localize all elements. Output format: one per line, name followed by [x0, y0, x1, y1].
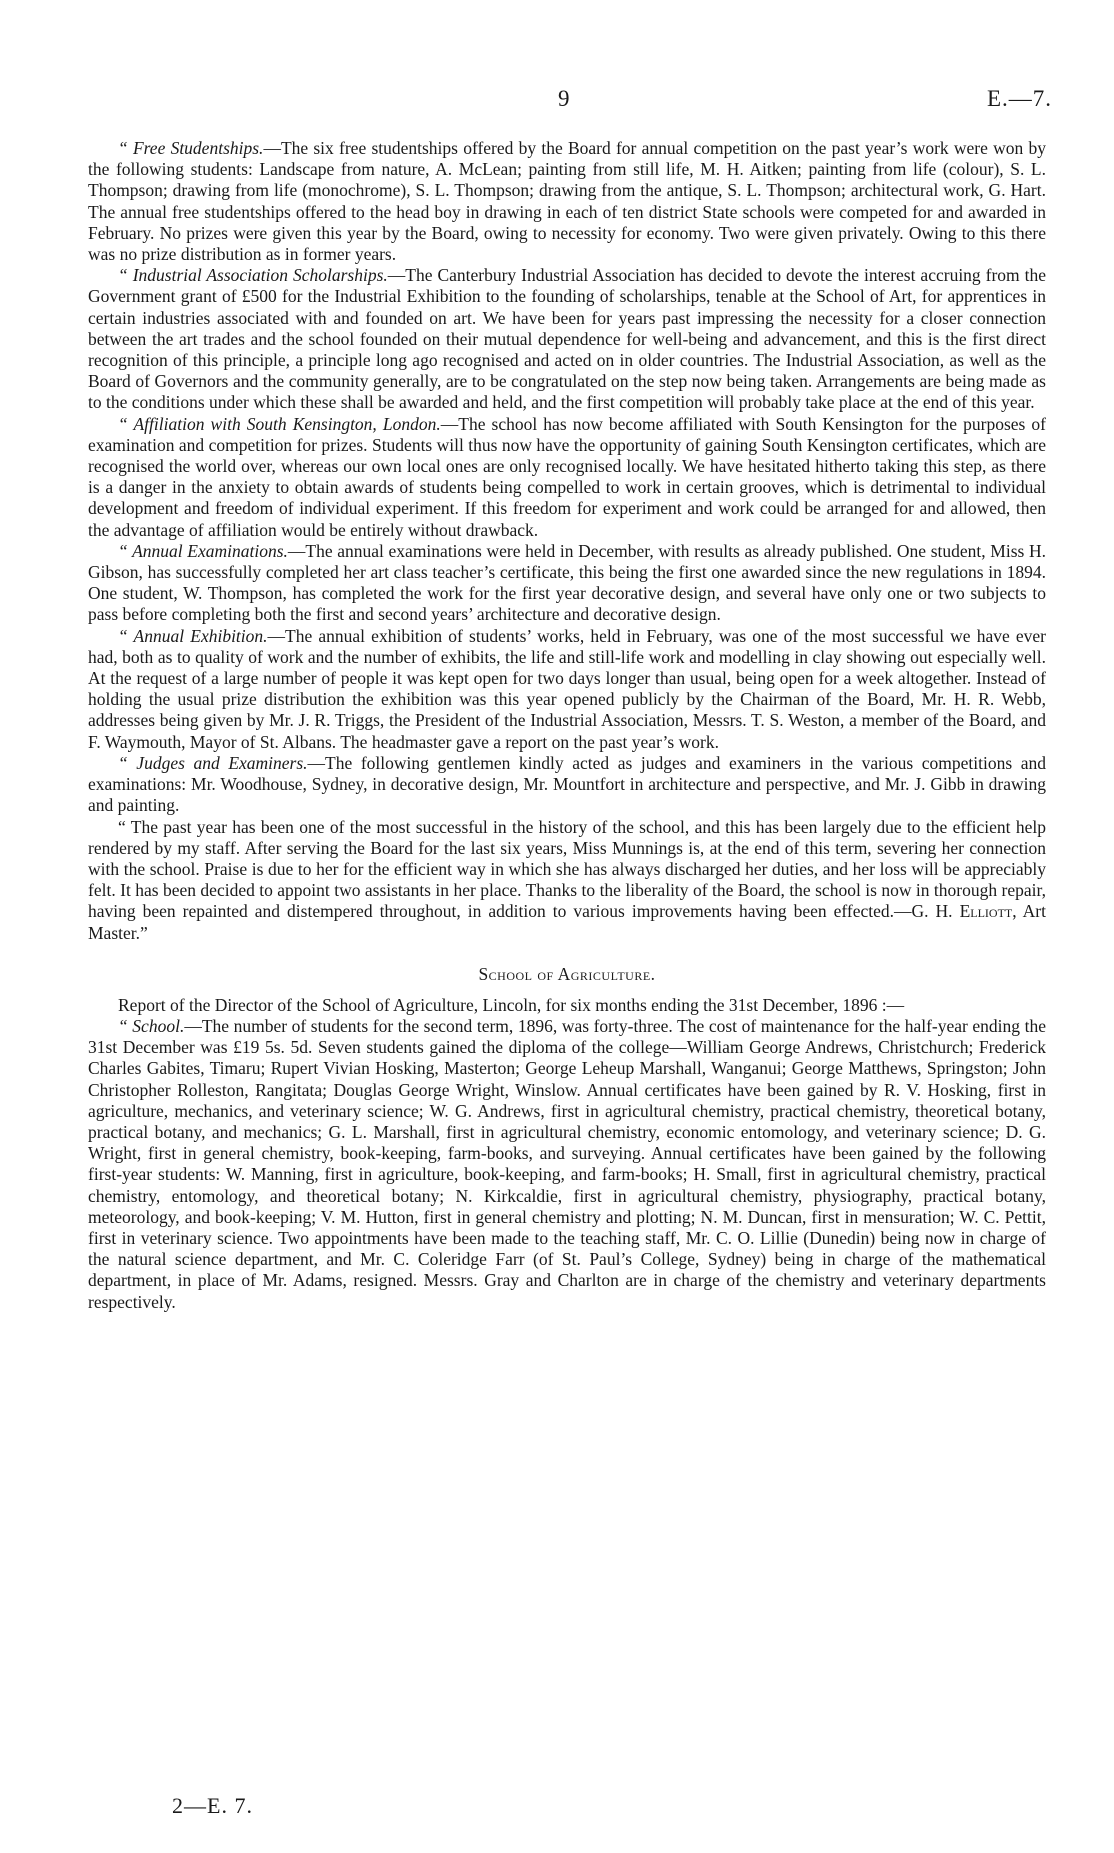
paragraph-annual-exhibition: [88, 626, 1046, 753]
paragraph-report-intro: Report of the Director of the School of Agriculture, Lincoln, for six months ending the 31st December, 1896 :—: [118, 994, 905, 1015]
paragraph-judges-examiners: [88, 753, 1046, 817]
paragraph-industrial-association: [88, 265, 1046, 413]
page-header: [0, 86, 1114, 116]
paragraph-text: —The school has now become affiliated with South Kensington for the purposes of examination and competition for prizes. Students will thus now have the opportunity of gaining South Kensington certificates, which are recognised the world over, whereas our own local ones are only recognised locally. We have hesitated hitherto taking this step, as there is a danger in the anxiety to obtain awards of students being compelled to work in certain grooves, which is detrimental to individual development and freedom of individual experiment. If this freedom for experiment and work could be arranged for and allowed, then the advantage of affiliation would be entirely without drawback.: [88, 413, 1047, 540]
document-code: E.—7.: [986, 86, 1052, 111]
paragraph-past-year-staff: [88, 817, 1046, 944]
paragraph-text: —The Canterbury Industrial Association has decided to devote the interest accruing from the Government grant of £500 for the Industrial Exhibition to the founding of scholarships, tenable at the School of Art, for apprentices in certain industries associated with and founded on art. We have been for years past impressing the necessity for a closer connection between the art trades and the school founded on their mutual dependence for well-being and advancement, and this is the first direct recognition of this principle, a principle long ago recognised and acted on in older countries. The Industrial Association, as well as the Board of Governors and the community generally, are to be congratulated on the step now being taken. Arrangements are being made as to the conditions under which these shall be awarded and held, and the first competition will probably take place at the end of this year.: [88, 265, 1046, 413]
paragraph-lead: “ School.: [118, 1015, 185, 1036]
paragraph-text: —The annual examinations were held in December, with results as already published. One student, Miss H. Gibson, has successfully completed her art class teacher’s certificate, this being the first one awarded since the new regulations in 1894. One student, W. Thompson, has completed the work for the first year decorative design, and several have only one or two subjects to pass before completing both the first and second years’ architecture and decorative design.: [88, 540, 1046, 625]
section-heading: School of Agriculture.: [478, 963, 656, 984]
paragraph-text: “ The past year has been one of the most successful in the history of the school, and this has been largely due to the efficient help rendered by my staff. After serving the Board for the last six years, Miss Munnings is, at the end of this term, severing her connection with the school. Praise is due to her for the efficient way in which she has always discharged her duties, and her loss will be appreciably felt. It has been decided to appoint two assistants in her place. Thanks to the liberality of the Board, the school is now in thorough repair, having been repainted and distempered throughout, in addition to various improvements having been effected.—G. H.: [88, 816, 1046, 922]
page-number: 9: [558, 86, 570, 111]
signature-title: , Art Master.”: [88, 901, 1046, 943]
paragraph-free-studentships: [88, 138, 1046, 265]
paragraph-lead: “ Judges and Examiners.: [118, 752, 308, 773]
paragraph-text: —The six free studentships offered by the Board for annual competition on the past year’s work were won by the following students: Landscape from nature, A. McLean; painting from still life, M. H. Aitken; painting from life (colour), S. L. Thompson; drawing from life (monochrome), S. L. Thompson; drawing from the antique, S. L. Thompson; architectural work, G. Hart. The annual free studentships offered to the head boy in drawing in each of ten district State schools were competed for and awarded in February. No prizes were given this year by the Board, owing to necessity for economy. Two were given privately. Owing to this there was no prize distribution as in former years.: [88, 138, 1046, 265]
footer-code: 2—E. 7.: [172, 1793, 253, 1818]
page-body: [88, 138, 1046, 1313]
paragraph-affiliation: [88, 414, 1046, 541]
paragraph-text: —The number of students for the second term, 1896, was forty-three. The cost of maintenance for the half-year ending the 31st December was £19 5s. 5d. Seven students gained the diploma of the college—William George Andrews, Christchurch; Frederick Charles Gabites, Timaru; Rupert Vivian Hosking, Masterton; George Leheup Marshall, Wanganui; George Matthews, Springston; John Christopher Rolleston, Rangitata; Douglas George Wright, Winslow. Annual certificates have been gained by R. V. Hosking, first in agriculture, mechanics, and veterinary science; W. G. Andrews, first in agricultural chemistry, practical chemistry, theoretical botany, practical botany, and mechanics; G. L. Marshall, first in agricultural chemistry, economic entomology, and veterinary science; D. G. Wright, first in general chemistry, book-keeping, farm-books, and surveying. Annual certificates have been gained by the following first-year students: W. Manning, first in agriculture, book-keeping, and farm-books; H. Small, first in agricultural chemistry, practical chemistry, entomology, and theoretical botany; N. Kirkcaldie, first in agricultural chemistry, physiography, practical botany, meteorology, and book-keeping; V. M. Hutton, first in general chemistry and plotting; N. M. Duncan, first in mensuration; W. C. Pettit, first in veterinary science. Two appointments have been made to the teaching staff, Mr. C. O. Lillie (Dunedin) being now in charge of the natural science department, and Mr. C. Coleridge Farr (of St. Paul’s College, Sydney) being in charge of the mathematical department, in place of Mr. Adams, resigned. Messrs. Gray and Charlton are in charge of the chemistry and veterinary departments respectively.: [88, 1015, 1047, 1312]
signature-name: Elliott: [959, 901, 1013, 922]
paragraph-lead: “ Industrial Association Scholarships.: [118, 265, 388, 286]
paragraph-lead: “ Affiliation with South Kensington, London.: [118, 413, 441, 434]
paragraph-lead: “ Annual Exhibition.: [118, 625, 268, 646]
paragraph-school: [88, 1016, 1046, 1313]
paragraph-text: —The annual exhibition of students’ works, held in February, was one of the most successful we have ever had, both as to quality of work and the number of exhibits, the life and still-life work and modelling in clay showing out especially well. At the request of a large number of people it was kept open for two days longer than usual, being open for a week altogether. Instead of holding the usual prize distribution the exhibition was this year opened publicly by the Chairman of the Board, Mr. H. R. Webb, addresses being given by Mr. J. R. Triggs, the President of the Industrial Association, Messrs. T. S. Weston, a member of the Board, and F. Waymouth, Mayor of St. Albans. The headmaster gave a report on the past year’s work.: [88, 625, 1047, 752]
paragraph-annual-examinations: [88, 541, 1046, 626]
paragraph-lead: “ Annual Examinations.: [118, 540, 288, 561]
paragraph-text: —The following gentlemen kindly acted as judges and examiners in the various competitions and examinations: Mr. Woodhouse, Sydney, in decorative design, Mr. Mountfort in architecture and perspective, and Mr. J. Gibb in drawing and painting.: [88, 752, 1046, 816]
paragraph-lead: “ Free Studentships.: [118, 138, 264, 158]
